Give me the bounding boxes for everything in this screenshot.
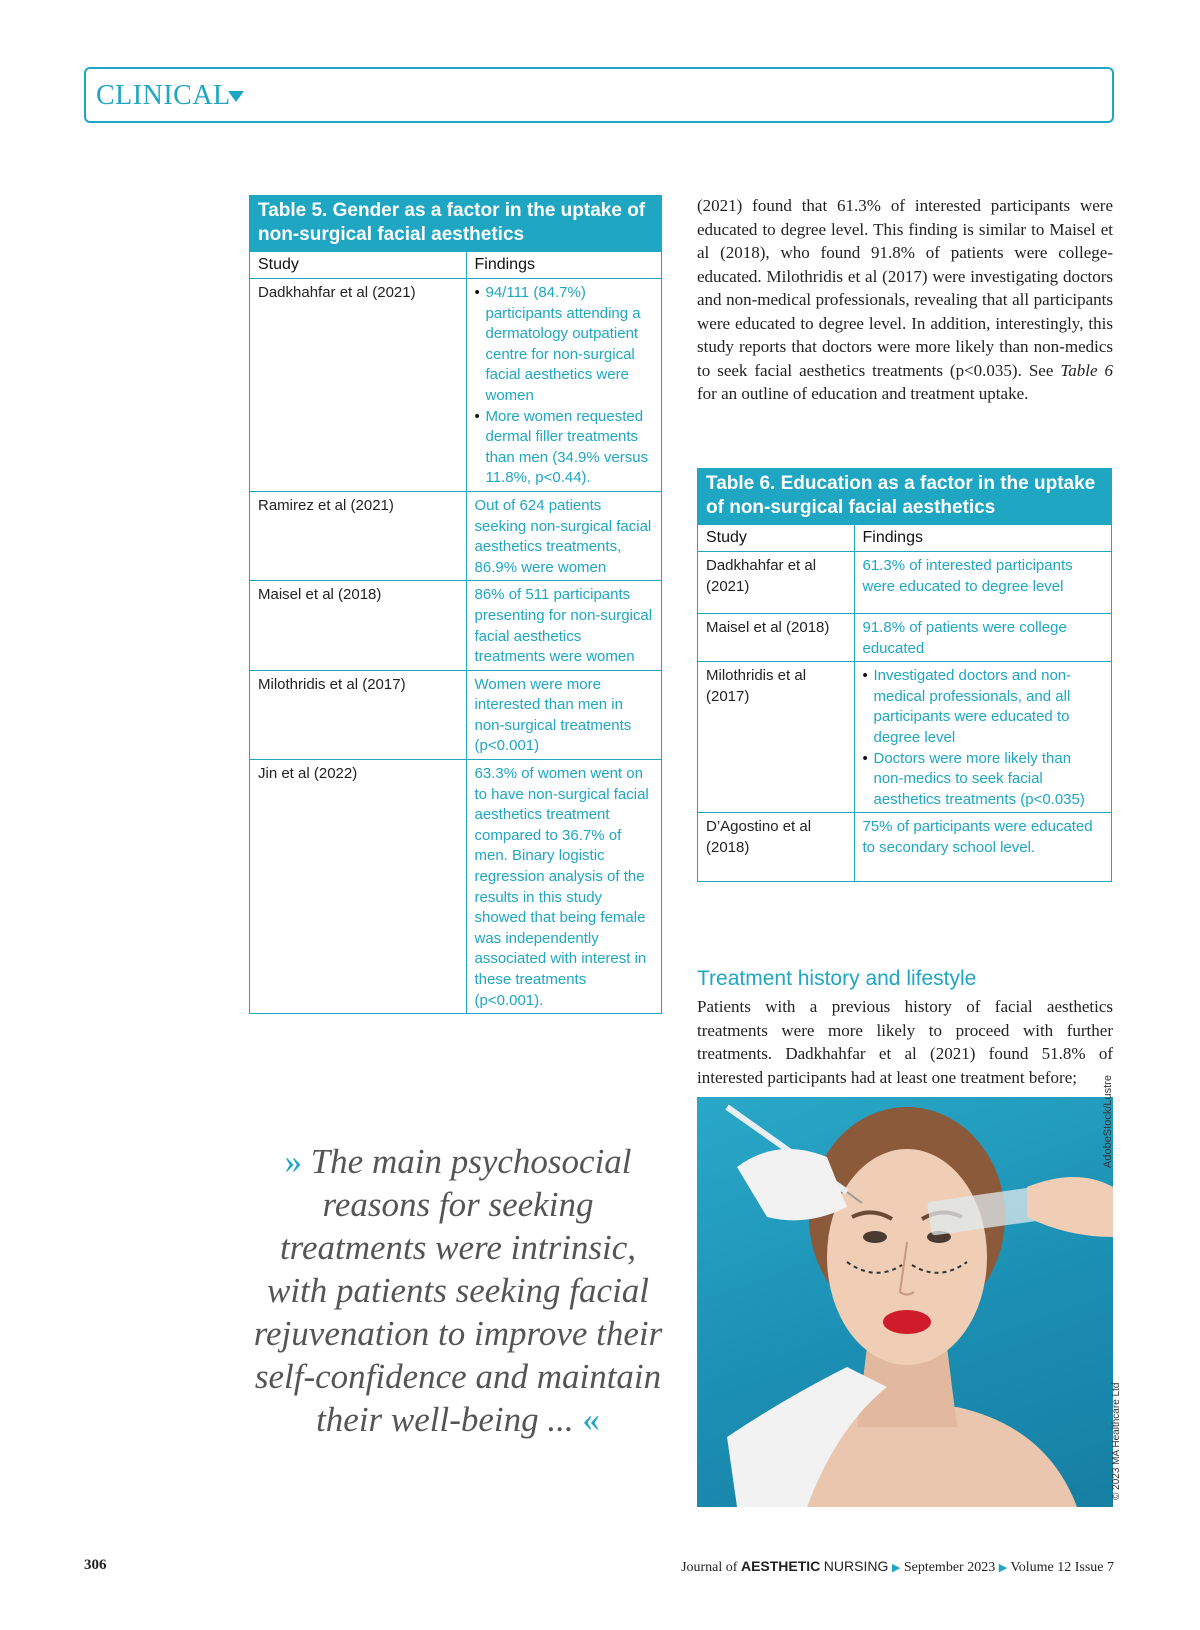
table-cell-findings: 91.8% of patients were college educated [854,614,1111,662]
table-5-header-findings: Findings [466,252,661,279]
journal-footer [681,1558,1114,1576]
table-cell-study: Dadkhahfar et al (2021) [258,284,416,301]
table-5-caption: Table 5. Gender as a factor in the uptake of non-surgical facial aesthetics [250,196,661,251]
finding-bullet: • Investigated doctors and non-medical professionals, and all participants were educated to degree level [863,666,1104,748]
copyright: © 2023 MA Healthcare Ltd [1111,1382,1122,1500]
pull-quote [248,1140,668,1441]
table-6 [697,468,1112,882]
table-row [698,552,1111,614]
photo-credit: AdobeStock/Lustre [1102,1075,1114,1168]
table-cell-findings [854,662,1111,813]
table-6-caption: Table 6. Education as a factor in the uptake of non-surgical facial aesthetics [698,469,1111,524]
table-cell-study: Jin et al (2022) [250,760,466,1014]
table-cell-findings: 86% of 511 participants presenting for non-surgical facial aesthetics treatments were women [466,581,661,670]
section-label: CLINICAL [96,80,231,111]
journal-name-bold: AESTHETIC [740,1558,821,1574]
table-row [250,491,661,580]
page-number: 306 [84,1557,107,1573]
table-cell-study: Dadkhahfar et al (2021) [706,557,817,595]
issue-date: September 2023 [903,1560,996,1575]
triangle-down-icon [228,91,244,102]
finding-bullet: • More women requested dermal filler treatments than men (34.9% versus 11.8%, p<0.44). [475,407,654,489]
section-header [84,67,1114,123]
finding-bullet: • 94/111 (84.7%) participants attending a dermatology outpatient centre for non-surgical facial aesthetics were women [475,283,654,407]
subheading: Treatment history and lifestyle [697,967,977,990]
table-row [250,760,661,1014]
close-quote-mark: « [582,1400,600,1439]
body-text: (2021) found that 61.3% of interested participants were educated to degree level. This finding is similar to Maisel et al (2018), who found 91.8% of patients were college-educated. Milothridis et al (2017) were investigating doctors and non-medical professionals, revealing that all participants were educated to degree level. In addition, interestingly, this study reports that doctors were more likely than non-medics to seek facial aesthetics treatments (p<0.035). See [697,196,1113,380]
table-cell-study: Milothridis et al (2017) [250,670,466,759]
body-paragraph-1 [697,194,1113,406]
journal-prefix: Journal of [681,1560,738,1575]
table-5 [249,195,662,1014]
journal-name-rest: NURSING [823,1558,889,1574]
table-row [698,813,1111,881]
table-cell-study: Maisel et al (2018) [250,581,466,670]
open-quote-mark: » [284,1142,302,1181]
finding-bullet: • Doctors were more likely than non-medics to seek facial aesthetics treatments (p<0.035) [863,749,1104,811]
table-cell-findings: Women were more interested than men in non-surgical treatments (p<0.001) [466,670,661,759]
table-row [698,614,1111,662]
table-row [250,279,661,492]
triangle-right-icon: ▶ [998,1562,1008,1574]
article-photo [697,1097,1113,1507]
table-cell-study: Milothridis et al (2017) [698,662,854,813]
table-cell-findings: 61.3% of interested participants were educated to degree level [854,552,1111,614]
table-cell-findings: 63.3% of women went on to have non-surgical facial aesthetics treatment compared to 36.7% of men. Binary logistic regression analysis of the results in this study showed that being female was independently associated with interest in these treatments (p<0.001). [466,760,661,1014]
table-cell-findings: Out of 624 patients seeking non-surgical facial aesthetics treatments, 86.9% were women [466,491,661,580]
body-text-end: for an outline of education and treatment uptake. [697,384,1029,403]
table-6-header-study: Study [698,525,854,552]
table-row [698,662,1111,813]
table-cell-findings [466,279,661,492]
table-cell-study: Ramirez et al (2021) [250,491,466,580]
table-cell-study: D’Agostino et al (2018) [698,813,854,881]
table-reference: Table 6 [1060,360,1113,380]
table-5-header-study: Study [250,252,466,279]
table-row [250,581,661,670]
pull-quote-text: The main psychosocial reasons for seeking treatments were intrinsic, with patients seeking facial rejuvenation to improve their self-confidence and maintain their well-being ... [253,1142,663,1439]
table-cell-findings: 75% of participants were educated to secondary school level. [854,813,1111,881]
table-cell-study: Maisel et al (2018) [698,614,854,662]
table-row [250,670,661,759]
triangle-right-icon: ▶ [891,1562,901,1574]
body-paragraph-2: Patients with a previous history of facial aesthetics treatments were more likely to proceed with further treatments. Dadkhahfar et al (2021) found 51.8% of interested participants had at least one treatment before; [697,997,1113,1087]
volume-issue: Volume 12 Issue 7 [1010,1560,1114,1575]
table-6-header-findings: Findings [854,525,1111,552]
face-aesthetics-illustration [697,1097,1113,1507]
